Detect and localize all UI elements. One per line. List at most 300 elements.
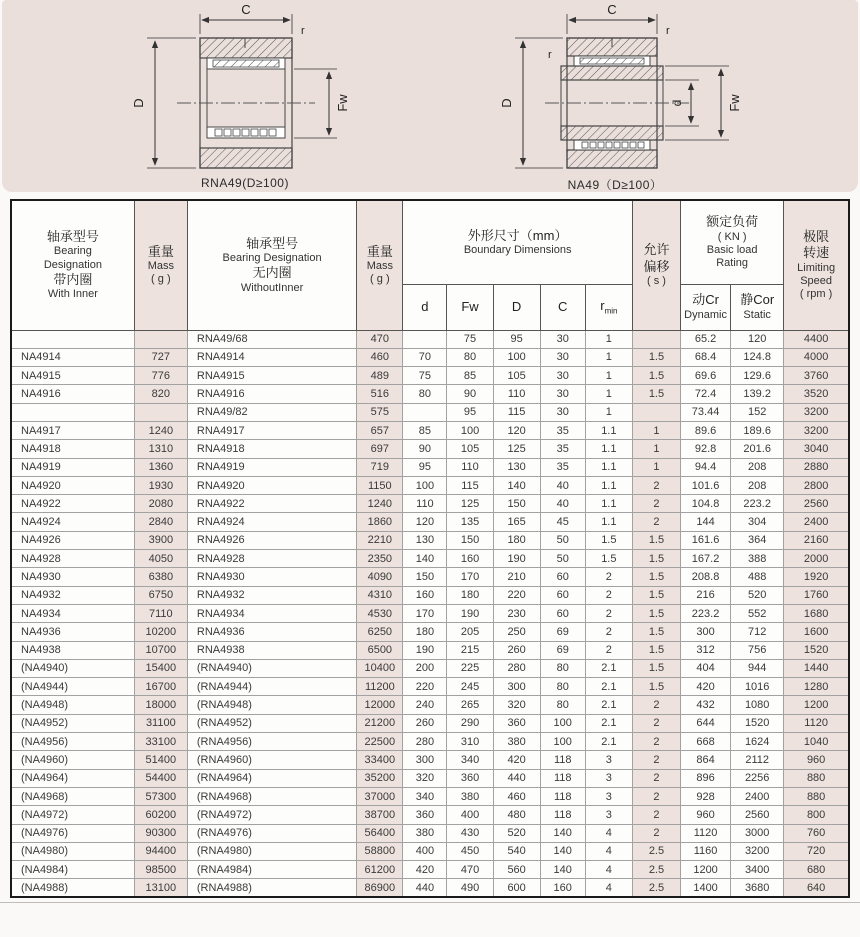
dim-fw: 160 bbox=[447, 550, 493, 568]
dim-d: 200 bbox=[403, 659, 447, 677]
header-basic-load-rating bbox=[681, 200, 784, 284]
load-dynamic-cr: 223.2 bbox=[681, 604, 731, 622]
header-line: 允许 bbox=[643, 242, 670, 258]
dim-fw: 310 bbox=[447, 733, 493, 751]
dim-label-fw: Fw bbox=[727, 94, 742, 112]
header-mass-with-inner bbox=[134, 200, 187, 330]
mass-without-inner: 489 bbox=[357, 367, 403, 385]
offset-s: 2 bbox=[632, 714, 680, 732]
na-designation: (NA4976) bbox=[11, 824, 134, 842]
rna49-drawing bbox=[75, 2, 415, 184]
dim-D: 440 bbox=[493, 769, 540, 787]
mass-without-inner: 12000 bbox=[357, 696, 403, 714]
load-dynamic-cr: 420 bbox=[681, 678, 731, 696]
mass-without-inner: 516 bbox=[357, 385, 403, 403]
dim-d: 320 bbox=[403, 769, 447, 787]
na-designation: (NA4944) bbox=[11, 678, 134, 696]
limiting-speed: 2000 bbox=[784, 550, 849, 568]
dim-C: 50 bbox=[540, 550, 585, 568]
limiting-speed: 3760 bbox=[784, 367, 849, 385]
load-dynamic-cr: 312 bbox=[681, 641, 731, 659]
na-designation: (NA4956) bbox=[11, 733, 134, 751]
limiting-speed: 880 bbox=[784, 769, 849, 787]
mass-without-inner: 35200 bbox=[357, 769, 403, 787]
dim-rmin: 4 bbox=[585, 879, 632, 897]
na-designation: (NA4960) bbox=[11, 751, 134, 769]
rna-designation: (RNA4960) bbox=[187, 751, 356, 769]
offset-s: 2.5 bbox=[632, 842, 680, 860]
mass-with-inner: 6380 bbox=[134, 568, 187, 586]
load-dynamic-cr: 208.8 bbox=[681, 568, 731, 586]
mass-without-inner: 58800 bbox=[357, 842, 403, 860]
mass-with-inner bbox=[134, 403, 187, 421]
dim-d: 160 bbox=[403, 586, 447, 604]
table-row bbox=[11, 495, 849, 513]
dim-D: 180 bbox=[493, 531, 540, 549]
load-static-cor: 364 bbox=[731, 531, 784, 549]
bearing-spec-table bbox=[10, 199, 850, 898]
dim-fw: 470 bbox=[447, 861, 493, 879]
na-designation: NA4938 bbox=[11, 641, 134, 659]
table-row bbox=[11, 550, 849, 568]
dim-d: 95 bbox=[403, 458, 447, 476]
offset-s: 1 bbox=[632, 440, 680, 458]
dim-rmin: 3 bbox=[585, 806, 632, 824]
limiting-speed: 1680 bbox=[784, 604, 849, 622]
rna-designation: (RNA4968) bbox=[187, 787, 356, 805]
na-designation: (NA4988) bbox=[11, 879, 134, 897]
na49-diagram bbox=[445, 2, 785, 193]
limiting-speed: 2400 bbox=[784, 513, 849, 531]
na-designation: (NA4964) bbox=[11, 769, 134, 787]
mass-without-inner: 1240 bbox=[357, 495, 403, 513]
dim-d: 420 bbox=[403, 861, 447, 879]
header-line: WithoutInner bbox=[240, 281, 304, 294]
dim-d: 240 bbox=[403, 696, 447, 714]
na-designation: NA4930 bbox=[11, 568, 134, 586]
dim-rmin: 1 bbox=[585, 403, 632, 421]
mass-without-inner: 460 bbox=[357, 348, 403, 366]
dim-rmin: 1 bbox=[585, 385, 632, 403]
offset-s: 2 bbox=[632, 733, 680, 751]
rna-designation: RNA4936 bbox=[187, 623, 356, 641]
mass-with-inner: 13100 bbox=[134, 879, 187, 897]
mass-with-inner: 727 bbox=[134, 348, 187, 366]
dim-fw: 450 bbox=[447, 842, 493, 860]
table-row bbox=[11, 861, 849, 879]
limiting-speed: 1520 bbox=[784, 641, 849, 659]
header-dim-C bbox=[540, 284, 585, 330]
offset-s: 1.5 bbox=[632, 604, 680, 622]
mass-with-inner: 820 bbox=[134, 385, 187, 403]
dim-C: 80 bbox=[540, 659, 585, 677]
dim-D: 130 bbox=[493, 458, 540, 476]
na-designation: (NA4980) bbox=[11, 842, 134, 860]
dim-fw: 85 bbox=[447, 367, 493, 385]
header-line: Static bbox=[743, 308, 771, 321]
na-designation: (NA4940) bbox=[11, 659, 134, 677]
dim-rmin: 2 bbox=[585, 641, 632, 659]
dim-d: 260 bbox=[403, 714, 447, 732]
rna49-caption: RNA49(D≥100) bbox=[201, 176, 289, 190]
table-row bbox=[11, 421, 849, 439]
load-dynamic-cr: 928 bbox=[681, 787, 731, 805]
rna-designation: RNA4916 bbox=[187, 385, 356, 403]
offset-s: 1.5 bbox=[632, 550, 680, 568]
na-designation: NA4914 bbox=[11, 348, 134, 366]
dim-fw: 490 bbox=[447, 879, 493, 897]
na-designation: (NA4972) bbox=[11, 806, 134, 824]
offset-s: 1.5 bbox=[632, 586, 680, 604]
limiting-speed: 720 bbox=[784, 842, 849, 860]
na-designation: NA4922 bbox=[11, 495, 134, 513]
dim-rmin: 1 bbox=[585, 330, 632, 348]
dim-d: 180 bbox=[403, 623, 447, 641]
rna-designation: RNA4919 bbox=[187, 458, 356, 476]
limiting-speed: 2800 bbox=[784, 476, 849, 494]
header-dim-d bbox=[403, 284, 447, 330]
header-line: Bearing Designation bbox=[222, 252, 322, 265]
limiting-speed: 1920 bbox=[784, 568, 849, 586]
table-row bbox=[11, 348, 849, 366]
mass-with-inner: 776 bbox=[134, 367, 187, 385]
dim-C: 30 bbox=[540, 403, 585, 421]
dim-d: 130 bbox=[403, 531, 447, 549]
limiting-speed: 2560 bbox=[784, 495, 849, 513]
table-row bbox=[11, 842, 849, 860]
offset-s: 2.5 bbox=[632, 861, 680, 879]
dim-D: 360 bbox=[493, 714, 540, 732]
header-line: 重量 bbox=[366, 243, 393, 259]
dim-C: 160 bbox=[540, 879, 585, 897]
load-dynamic-cr: 69.6 bbox=[681, 367, 731, 385]
dim-D: 520 bbox=[493, 824, 540, 842]
table-row bbox=[11, 787, 849, 805]
dim-D: 115 bbox=[493, 403, 540, 421]
table-row bbox=[11, 367, 849, 385]
table-row bbox=[11, 733, 849, 751]
load-static-cor: 3400 bbox=[731, 861, 784, 879]
offset-s: 1.5 bbox=[632, 367, 680, 385]
dim-C: 45 bbox=[540, 513, 585, 531]
limiting-speed: 880 bbox=[784, 787, 849, 805]
mass-without-inner: 37000 bbox=[357, 787, 403, 805]
header-line: ( KN ) bbox=[717, 230, 747, 243]
dim-C: 118 bbox=[540, 769, 585, 787]
mass-without-inner: 22500 bbox=[357, 733, 403, 751]
mass-with-inner: 18000 bbox=[134, 696, 187, 714]
offset-s: 2 bbox=[632, 751, 680, 769]
rna-designation: RNA4914 bbox=[187, 348, 356, 366]
mass-without-inner: 657 bbox=[357, 421, 403, 439]
header-line: D bbox=[511, 298, 522, 314]
load-dynamic-cr: 300 bbox=[681, 623, 731, 641]
mass-without-inner: 11200 bbox=[357, 678, 403, 696]
dim-C: 69 bbox=[540, 623, 585, 641]
load-dynamic-cr: 1400 bbox=[681, 879, 731, 897]
dim-C: 40 bbox=[540, 495, 585, 513]
load-static-cor: 2256 bbox=[731, 769, 784, 787]
mass-without-inner: 1860 bbox=[357, 513, 403, 531]
header-line: Speed bbox=[800, 274, 833, 287]
dim-label-c: C bbox=[241, 2, 251, 17]
offset-s: 2.5 bbox=[632, 879, 680, 897]
rna-designation: RNA4930 bbox=[187, 568, 356, 586]
dim-fw: 80 bbox=[447, 348, 493, 366]
offset-s: 1.5 bbox=[632, 659, 680, 677]
limiting-speed: 3520 bbox=[784, 385, 849, 403]
dim-C: 50 bbox=[540, 531, 585, 549]
dim-D: 165 bbox=[493, 513, 540, 531]
dim-D: 125 bbox=[493, 440, 540, 458]
header-line: Basic load bbox=[706, 243, 758, 256]
dim-D: 540 bbox=[493, 842, 540, 860]
offset-s: 1.5 bbox=[632, 531, 680, 549]
mass-without-inner: 38700 bbox=[357, 806, 403, 824]
rna-designation: (RNA4972) bbox=[187, 806, 356, 824]
load-dynamic-cr: 73.44 bbox=[681, 403, 731, 421]
dim-fw: 400 bbox=[447, 806, 493, 824]
header-allowed-offset bbox=[632, 200, 680, 330]
dim-rmin: 1.1 bbox=[585, 440, 632, 458]
na-designation: NA4926 bbox=[11, 531, 134, 549]
mass-with-inner: 10200 bbox=[134, 623, 187, 641]
table-row bbox=[11, 824, 849, 842]
header-line: Limiting bbox=[797, 261, 836, 274]
mass-without-inner: 575 bbox=[357, 403, 403, 421]
na-designation: (NA4952) bbox=[11, 714, 134, 732]
rna-designation: (RNA4984) bbox=[187, 861, 356, 879]
mass-without-inner: 6250 bbox=[357, 623, 403, 641]
mass-without-inner: 4090 bbox=[357, 568, 403, 586]
header-line: 重量 bbox=[147, 243, 174, 259]
dim-C: 60 bbox=[540, 568, 585, 586]
dim-C: 69 bbox=[540, 641, 585, 659]
dim-fw: 75 bbox=[447, 330, 493, 348]
dim-D: 600 bbox=[493, 879, 540, 897]
rna-designation: RNA4934 bbox=[187, 604, 356, 622]
load-static-cor: 129.6 bbox=[731, 367, 784, 385]
header-line: Boundary Dimensions bbox=[463, 243, 572, 256]
load-static-cor: 552 bbox=[731, 604, 784, 622]
header-dim-D bbox=[493, 284, 540, 330]
load-dynamic-cr: 94.4 bbox=[681, 458, 731, 476]
dim-D: 110 bbox=[493, 385, 540, 403]
header-line: With Inner bbox=[47, 288, 98, 301]
limiting-speed: 2160 bbox=[784, 531, 849, 549]
dim-C: 118 bbox=[540, 751, 585, 769]
offset-s: 1.5 bbox=[632, 678, 680, 696]
diagram-panel bbox=[2, 0, 858, 192]
header-mass-without-inner bbox=[357, 200, 403, 330]
na-designation bbox=[11, 330, 134, 348]
rna-designation: RNA49/82 bbox=[187, 403, 356, 421]
limiting-speed: 1200 bbox=[784, 696, 849, 714]
rna-designation: RNA49/68 bbox=[187, 330, 356, 348]
header-line: ( g ) bbox=[370, 273, 390, 286]
dim-rmin: 1.1 bbox=[585, 476, 632, 494]
dim-d bbox=[403, 330, 447, 348]
dim-D: 100 bbox=[493, 348, 540, 366]
offset-s: 2 bbox=[632, 769, 680, 787]
na-designation: (NA4948) bbox=[11, 696, 134, 714]
dim-fw: 205 bbox=[447, 623, 493, 641]
header-line: 带内圈 bbox=[53, 271, 93, 287]
rna-designation: (RNA4948) bbox=[187, 696, 356, 714]
dim-rmin: 2.1 bbox=[585, 696, 632, 714]
dim-C: 140 bbox=[540, 861, 585, 879]
dim-fw: 290 bbox=[447, 714, 493, 732]
table-row bbox=[11, 879, 849, 897]
load-dynamic-cr: 161.6 bbox=[681, 531, 731, 549]
dim-C: 30 bbox=[540, 385, 585, 403]
limiting-speed: 1040 bbox=[784, 733, 849, 751]
offset-s: 1 bbox=[632, 458, 680, 476]
header-load-static bbox=[731, 284, 784, 330]
dim-C: 40 bbox=[540, 476, 585, 494]
rna-designation: RNA4915 bbox=[187, 367, 356, 385]
header-line: 偏移 bbox=[643, 258, 670, 274]
table-row bbox=[11, 696, 849, 714]
mass-with-inner: 2080 bbox=[134, 495, 187, 513]
dim-D: 140 bbox=[493, 476, 540, 494]
load-dynamic-cr: 896 bbox=[681, 769, 731, 787]
table-row bbox=[11, 641, 849, 659]
table-row bbox=[11, 568, 849, 586]
load-dynamic-cr: 68.4 bbox=[681, 348, 731, 366]
table-row bbox=[11, 513, 849, 531]
dim-C: 35 bbox=[540, 458, 585, 476]
offset-s: 1.5 bbox=[632, 568, 680, 586]
mass-with-inner: 60200 bbox=[134, 806, 187, 824]
dim-rmin: 1 bbox=[585, 367, 632, 385]
header-line: 动Cr bbox=[692, 292, 719, 308]
dim-d: 170 bbox=[403, 604, 447, 622]
na-designation bbox=[11, 403, 134, 421]
rna-designation: RNA4932 bbox=[187, 586, 356, 604]
limiting-speed: 1440 bbox=[784, 659, 849, 677]
dim-fw: 90 bbox=[447, 385, 493, 403]
dim-rmin: 4 bbox=[585, 861, 632, 879]
table-row bbox=[11, 403, 849, 421]
mass-with-inner: 10700 bbox=[134, 641, 187, 659]
offset-s bbox=[632, 403, 680, 421]
rna-designation: RNA4917 bbox=[187, 421, 356, 439]
limiting-speed: 1600 bbox=[784, 623, 849, 641]
rna-designation: RNA4922 bbox=[187, 495, 356, 513]
header-line: Fw bbox=[461, 298, 479, 314]
header-limiting-speed bbox=[784, 200, 849, 330]
offset-s: 1.5 bbox=[632, 623, 680, 641]
dim-rmin: 3 bbox=[585, 751, 632, 769]
dim-fw: 125 bbox=[447, 495, 493, 513]
table-body bbox=[11, 330, 849, 897]
dim-d: 360 bbox=[403, 806, 447, 824]
na-designation: NA4932 bbox=[11, 586, 134, 604]
mass-with-inner: 1310 bbox=[134, 440, 187, 458]
header-line: 额定负荷 bbox=[706, 214, 759, 230]
mass-with-inner: 1240 bbox=[134, 421, 187, 439]
dim-rmin: 1.5 bbox=[585, 550, 632, 568]
rna-designation: RNA4938 bbox=[187, 641, 356, 659]
na-designation: NA4934 bbox=[11, 604, 134, 622]
dim-D: 95 bbox=[493, 330, 540, 348]
dim-C: 118 bbox=[540, 806, 585, 824]
load-static-cor: 223.2 bbox=[731, 495, 784, 513]
table-row bbox=[11, 623, 849, 641]
limiting-speed: 960 bbox=[784, 751, 849, 769]
dim-rmin: 2.1 bbox=[585, 678, 632, 696]
dim-d: 440 bbox=[403, 879, 447, 897]
dim-fw: 105 bbox=[447, 440, 493, 458]
load-static-cor: 152 bbox=[731, 403, 784, 421]
offset-s: 2 bbox=[632, 696, 680, 714]
offset-s: 2 bbox=[632, 513, 680, 531]
dim-C: 140 bbox=[540, 824, 585, 842]
dim-rmin: 1.1 bbox=[585, 495, 632, 513]
dim-D: 480 bbox=[493, 806, 540, 824]
mass-without-inner: 86900 bbox=[357, 879, 403, 897]
table-row bbox=[11, 714, 849, 732]
dim-D: 220 bbox=[493, 586, 540, 604]
load-static-cor: 3000 bbox=[731, 824, 784, 842]
rna-designation: RNA4926 bbox=[187, 531, 356, 549]
load-static-cor: 139.2 bbox=[731, 385, 784, 403]
limiting-speed: 4000 bbox=[784, 348, 849, 366]
dim-C: 80 bbox=[540, 678, 585, 696]
mass-without-inner: 21200 bbox=[357, 714, 403, 732]
load-static-cor: 944 bbox=[731, 659, 784, 677]
na-designation: NA4918 bbox=[11, 440, 134, 458]
table-row bbox=[11, 659, 849, 677]
rna-designation: (RNA4980) bbox=[187, 842, 356, 860]
offset-s: 1.5 bbox=[632, 641, 680, 659]
header-line: 轴承型号 bbox=[46, 229, 99, 245]
dim-d: 140 bbox=[403, 550, 447, 568]
mass-with-inner: 2840 bbox=[134, 513, 187, 531]
load-static-cor: 712 bbox=[731, 623, 784, 641]
load-static-cor: 304 bbox=[731, 513, 784, 531]
dim-fw: 95 bbox=[447, 403, 493, 421]
limiting-speed: 2880 bbox=[784, 458, 849, 476]
dim-D: 210 bbox=[493, 568, 540, 586]
dim-C: 100 bbox=[540, 733, 585, 751]
dim-rmin: 2 bbox=[585, 623, 632, 641]
offset-s bbox=[632, 330, 680, 348]
dim-fw: 150 bbox=[447, 531, 493, 549]
dim-C: 30 bbox=[540, 367, 585, 385]
limiting-speed: 760 bbox=[784, 824, 849, 842]
load-static-cor: 388 bbox=[731, 550, 784, 568]
header-line: C bbox=[558, 298, 568, 314]
load-static-cor: 208 bbox=[731, 458, 784, 476]
na49-caption: NA49（D≥100） bbox=[567, 178, 663, 192]
limiting-speed: 1760 bbox=[784, 586, 849, 604]
load-dynamic-cr: 216 bbox=[681, 586, 731, 604]
load-static-cor: 756 bbox=[731, 641, 784, 659]
na49-drawing bbox=[445, 2, 785, 184]
dim-label-D: D bbox=[499, 98, 514, 108]
dim-d: 340 bbox=[403, 787, 447, 805]
load-dynamic-cr: 864 bbox=[681, 751, 731, 769]
header-line: 无内圈 bbox=[252, 265, 292, 281]
dim-rmin: 4 bbox=[585, 842, 632, 860]
rna-designation: (RNA4988) bbox=[187, 879, 356, 897]
page-bottom-rule bbox=[0, 902, 860, 903]
table-row bbox=[11, 440, 849, 458]
load-dynamic-cr: 89.6 bbox=[681, 421, 731, 439]
mass-without-inner: 33400 bbox=[357, 751, 403, 769]
